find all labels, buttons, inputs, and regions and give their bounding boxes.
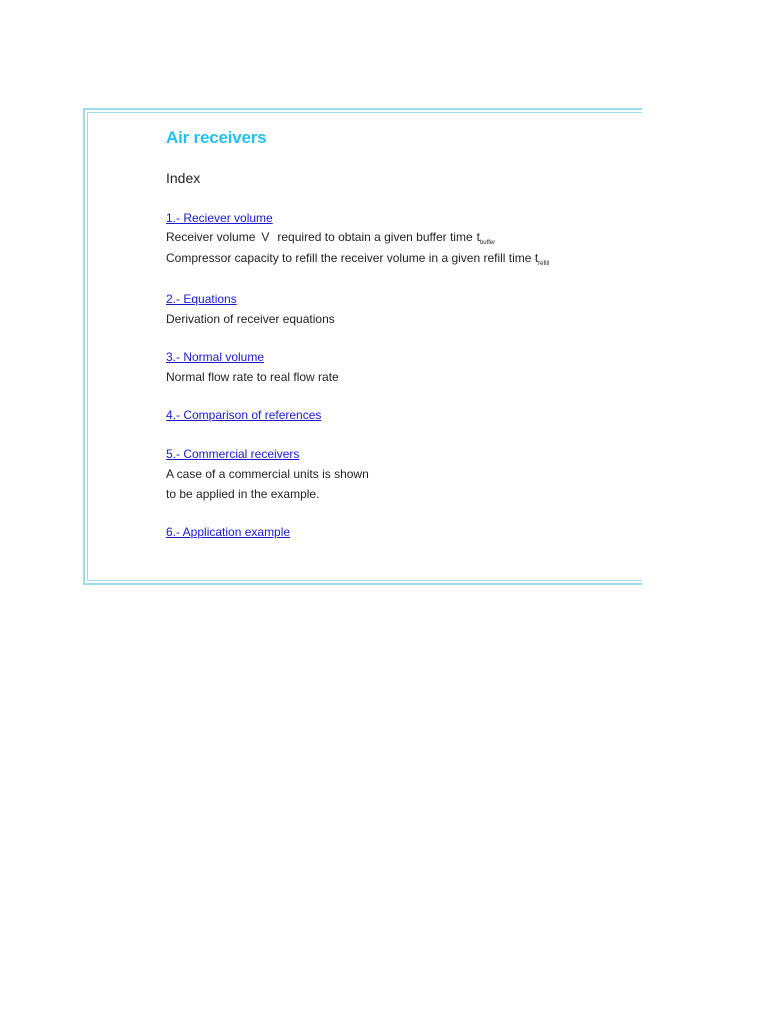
link-reciever-volume[interactable]: 1.- Reciever volume [166, 211, 273, 225]
section-1-line-2 [166, 251, 549, 267]
link-comparison-of-references[interactable]: 4.- Comparison of references [166, 408, 322, 422]
link-normal-volume[interactable]: 3.- Normal volume [166, 350, 265, 364]
section-1-line-2-pre: Compressor capacity to refill the receiver volume in a given refill time [166, 251, 532, 265]
section-2-line-1: Derivation of receiver equations [166, 312, 335, 326]
section-3-line-1: Normal flow rate to real flow rate [166, 370, 339, 384]
page-title: Air receivers [166, 128, 267, 147]
section-1-line-1-mid: required to obtain a given buffer time [277, 230, 473, 244]
symbol-t: t [476, 230, 480, 244]
symbol-t-buffer [477, 230, 496, 246]
section-1-line-1-pre: Receiver volume [166, 230, 256, 244]
section-5-line-1: A case of a commercial units is shown [166, 467, 369, 481]
section-1-line-1 [166, 230, 495, 246]
variable-v: V [261, 230, 270, 244]
subscript-buffer: buffer [479, 240, 496, 246]
index-heading: Index [166, 170, 201, 186]
link-equations[interactable]: 2.- Equations [166, 292, 237, 306]
section-5-line-2: to be applied in the example. [166, 487, 320, 501]
link-commercial-receivers[interactable]: 5.- Commercial receivers [166, 447, 300, 461]
link-application-example[interactable]: 6.- Application example [166, 525, 291, 539]
symbol-t-refill [531, 251, 549, 265]
symbol-t: t [534, 251, 539, 265]
subscript-refill: refill [538, 261, 550, 267]
